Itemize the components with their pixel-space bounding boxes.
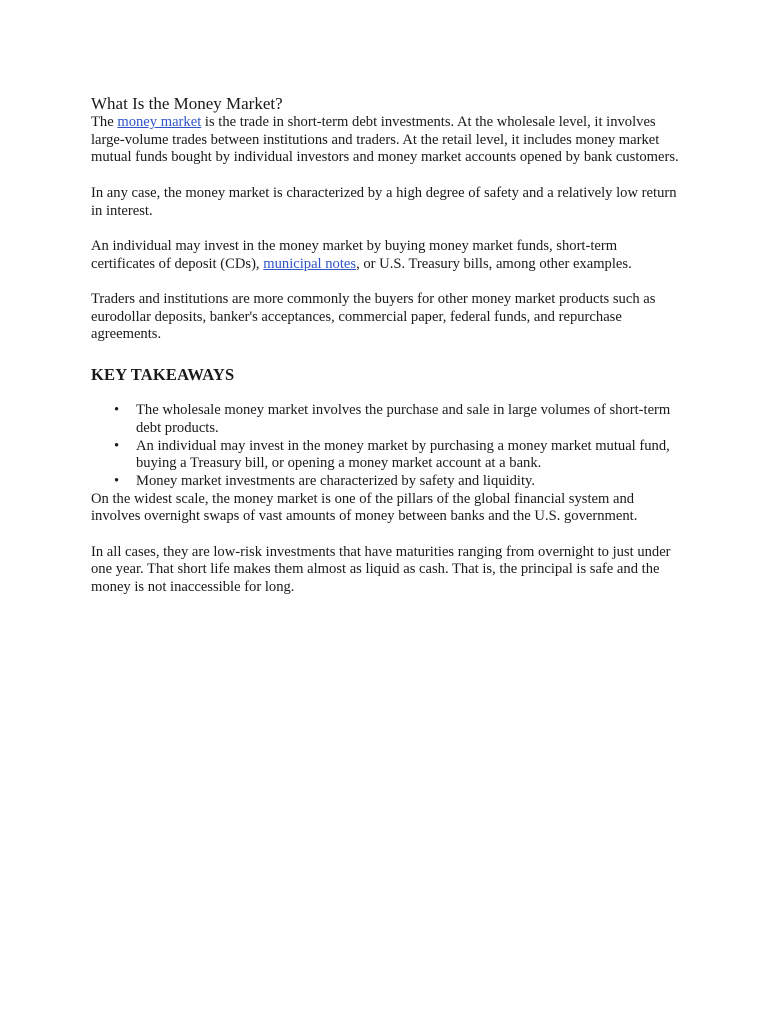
list-item-text: An individual may invest in the money market by purchasing a money market mutual fund, buying a Treasury bill, or opening a money market account at a bank.	[136, 437, 670, 472]
paragraph-3-rest: , or U.S. Treasury bills, among other examples.	[356, 255, 632, 272]
paragraph-widest-scale: On the widest scale, the money market is one of the pillars of the global financial system and involves overnight swaps of vast amounts of money between banks and the U.S. government.	[91, 490, 638, 525]
list-item-text: The wholesale money market involves the purchase and sale in large volumes of short-term debt products.	[136, 402, 671, 436]
paragraph-safety: In any case, the money market is characterized by a high degree of safety and a relatively low return in interest.	[91, 184, 677, 219]
list-item	[114, 437, 681, 473]
bullet-icon: •	[114, 437, 120, 454]
list-item-text: Money market investments are characterized by safety and liquidity.	[136, 472, 536, 489]
page-title: What Is the Money Market?	[91, 94, 283, 113]
key-takeaways-list	[91, 402, 681, 491]
list-item	[114, 402, 681, 437]
paragraph-low-risk: In all cases, they are low-risk investments that have maturities ranging from overnight to just under one year. That short life makes them almost as liquid as cash. That is, the principal is safe and the money is not inaccessible for long.	[91, 543, 671, 596]
bullet-icon: •	[114, 472, 120, 489]
paragraph-traders: Traders and institutions are more commonly the buyers for other money market products such as eurodollar deposits, banker's acceptances, commercial paper, federal funds, and repurchase agreements.	[91, 290, 656, 343]
bullet-icon: •	[114, 402, 120, 419]
key-takeaways-heading: KEY TAKEAWAYS	[91, 365, 235, 385]
intro-paragraph	[91, 114, 681, 167]
paragraph-individual-invest	[91, 238, 681, 273]
municipal-notes-link[interactable]: municipal notes	[263, 255, 357, 272]
intro-lead: The	[91, 114, 114, 130]
intro-rest: is the trade in short-term debt investments. At the wholesale level, it involves large-volume trades between institutions and traders. At the retail level, it includes money market mutual funds bought by individual investors and money market accounts opened by bank customers.	[91, 114, 679, 166]
document-body	[91, 94, 681, 615]
money-market-link[interactable]: money market	[117, 114, 202, 130]
paragraph-3-lead: An individual may invest in the money market by buying money market funds, short-term certificates of deposit (CDs),	[91, 237, 618, 272]
list-item	[114, 472, 681, 491]
